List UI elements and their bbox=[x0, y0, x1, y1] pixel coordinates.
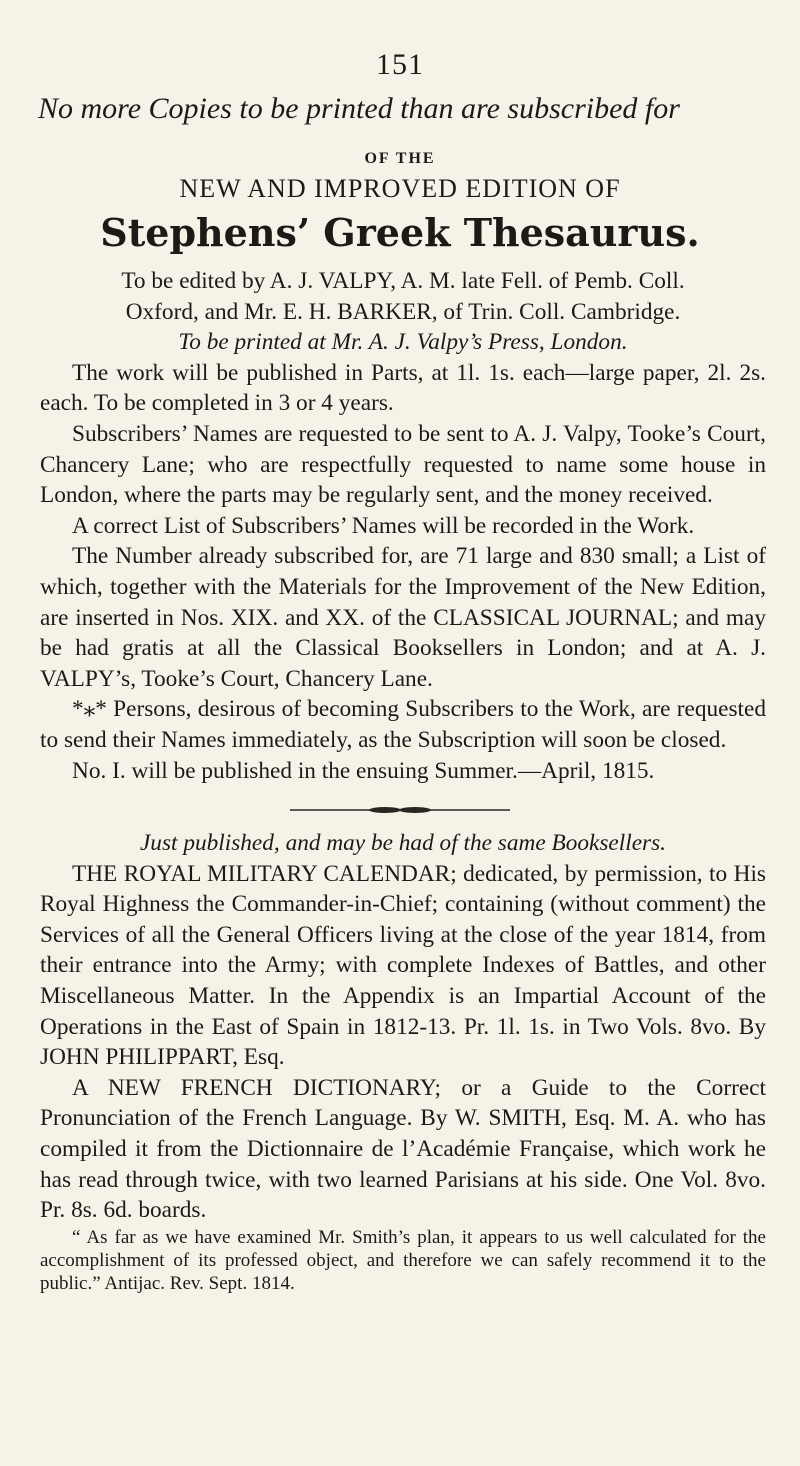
of-the-label: OF THE bbox=[364, 150, 436, 167]
calendar-notice: THE ROYAL MILITARY CALENDAR; dedicated, by permission, to His Royal Highness the Commander-in-Chief; containing (without comment) the Services of all the General Officers living at the close of the year 1814, from their entrance into the Army; with complete Indexes of Battles, and other Miscellaneous Matter. In the Appendix is an Impartial Account of the Operations in the East of Spain in 1812-13. Pr. 1l. 1s. in Two Vols. 8vo. By JOHN PHILIPPART, Esq. bbox=[40, 860, 766, 1071]
prospectus-body bbox=[40, 266, 766, 786]
editors-line-2: Oxford, and Mr. E. H. BARKER, of Trin. Coll. Cambridge. bbox=[125, 298, 681, 325]
dictionary-notice: A NEW FRENCH DICTIONARY; or a Guide to the Correct Pronunciation of the French Language. By W. SMITH, Esq. M. A. who has compiled it from the Dictionnaire de l’Académie Française, which work he has read through twice, with two learned Parisians at his side. One Vol. 8vo. Pr. 8s. 6d. boards. bbox=[40, 1074, 766, 1224]
subscription-notice: No more Copies to be printed than are subscribed for bbox=[38, 92, 680, 125]
thesaurus-title: Stephens’ Greek Thesaurus. bbox=[100, 210, 700, 255]
edition-heading: NEW AND IMPROVED EDITION OF bbox=[179, 174, 621, 203]
parts-paragraph: The work will be published in Parts, at 1l. 1s. each—large paper, 2l. 2s. each. To be completed in 3 or 4 years. bbox=[40, 359, 766, 417]
persons-paragraph: *⁎* Persons, desirous of becoming Subscribers to the Work, are requested to send their Names immediately, as the Subscription will soon be closed. bbox=[40, 696, 766, 753]
list-paragraph: A correct List of Subscribers’ Names will be recorded in the Work. bbox=[72, 512, 695, 539]
page-number: 151 bbox=[376, 48, 424, 81]
subscribers-paragraph: Subscribers’ Names are requested to be sent to A. J. Valpy, Tooke’s Court, Chancery Lane; who are respectfully requested to name some house in London, where the parts may be regularly sent, and the money received. bbox=[40, 420, 766, 509]
publication-date-paragraph: No. I. will be published in the ensuing Summer.—April, 1815. bbox=[72, 757, 655, 784]
ornamental-divider bbox=[290, 806, 510, 814]
review-quote: “ As far as we have examined Mr. Smith’s plan, it appears to us well calculated for the accomplishment of its professed object, and therefore we can safely recommend it to the public.” Antijac. Rev. Sept. 1814. bbox=[40, 1226, 766, 1294]
printed-at-line: To be printed at Mr. A. J. Valpy’s Press, London. bbox=[178, 329, 628, 356]
notices-section bbox=[40, 828, 766, 1295]
number-paragraph: The Number already subscribed for, are 71 large and 830 small; a List of which, together with the Materials for the Improvement of the New Edition, are inserted in Nos. XIX. and XX. of the CLASSICAL JOURNAL; and may be had gratis at all the Classical Booksellers in London; and at A. J. VALPY’s, Tooke’s Court, Chancery Lane. bbox=[40, 543, 766, 692]
editors-line-1: To be edited by A. J. VALPY, A. M. late Fell. of Pemb. Coll. bbox=[121, 268, 685, 294]
just-published-heading: Just published, and may be had of the same Booksellers. bbox=[139, 830, 667, 856]
